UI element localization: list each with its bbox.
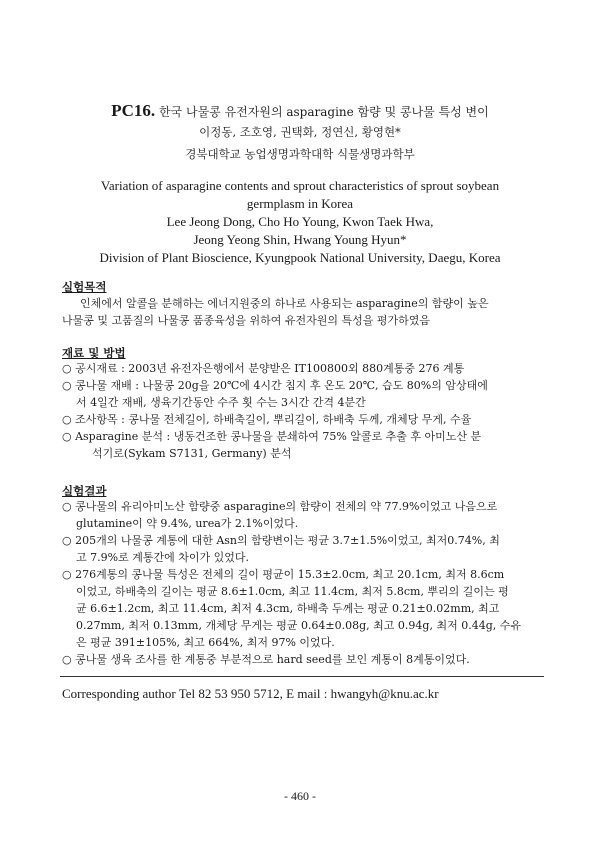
methods-item: 서 4일간 재배, 생육기간동안 수주 횟 수는 3시간 간격 4분간 (76, 396, 366, 409)
title-english-line2: germplasm in Korea (246, 196, 354, 211)
title-korean: 한국 나물콩 유전자원의 asparagine 함량 및 콩나물 특성 변이 (159, 105, 489, 119)
results-heading: 실험결과 (62, 484, 107, 498)
authors-english-line2: Jeong Yeong Shin, Hwang Young Hyun* (193, 232, 407, 247)
affiliation-korean: 경북대학교 농업생명과학대학 식물생명과학부 (185, 147, 415, 161)
methods-heading: 재료 및 방법 (62, 346, 126, 360)
methods-item: ○ 공시재료 : 2003년 유전자은행에서 분양받은 IT100800외 880계통중 276 계통 (62, 362, 465, 375)
results-item: ○ 콩나물의 유리아미노산 함량중 asparagine의 함량이 전체의 약 77.9%이었고 나음으로 (62, 500, 498, 513)
methods-item: ○ Asparagine 분석 : 냉동건조한 콩나물을 분쇄하여 75% 알콜로 추출 후 아미노산 분 (62, 430, 482, 443)
abstract-code: PC16. (111, 101, 156, 120)
results-item: 균 6.6±1.2cm, 최고 11.4cm, 최저 4.3cm, 하배축 두께는 평균 0.21±0.02mm, 최고 (76, 602, 500, 615)
methods-item: 석기로(Sykam S7131, Germany) 분석 (92, 447, 292, 460)
authors-korean: 이정동, 조호영, 권택화, 정연신, 황영현* (199, 125, 401, 139)
results-item: 고 7.9%로 계통간에 차이가 있었다. (76, 551, 249, 564)
methods-item: ○ 조사항목 : 콩나물 전체길이, 하배축길이, 뿌리길이, 하배축 두께, 개체당 무게, 수율 (62, 413, 472, 426)
affiliation-english: Division of Plant Bioscience, Kyungpook National University, Daegu, Korea (99, 250, 501, 265)
abstract-title (0, 101, 600, 121)
methods-item: ○ 콩나물 재배 : 나물콩 20g을 20℃에 4시간 침지 후 온도 20℃, 습도 80%의 암상태에 (62, 379, 488, 392)
results-item: 이었고, 하배축의 길이는 평균 8.6±1.0cm, 최고 11.4cm, 최저 5.8cm, 뿌리의 길이는 평 (76, 585, 509, 598)
authors-english-line1: Lee Jeong Dong, Cho Ho Young, Kwon Taek Hwa, (166, 214, 434, 229)
results-item: ○ 205개의 나물콩 계통에 대한 Asn의 함량변이는 평균 3.7±1.5%이었고, 최저0.74%, 최 (62, 534, 500, 547)
corresponding-author: Corresponding author Tel 82 53 950 5712, E mail : hwangyh@knu.ac.kr (62, 686, 439, 701)
results-item: 0.27mm, 최저 0.13mm, 개체당 무게는 평균 0.64±0.08g, 최고 0.94g, 최저 0.44g, 수유 (76, 619, 521, 632)
objective-line: 인체에서 알콜을 분해하는 에너지원중의 하나로 사용되는 asparagine의 함량이 높은 (80, 297, 489, 310)
objective-line: 나물콩 및 고품질의 나물콩 품종육성을 위하여 유전자원의 특성을 평가하였음 (62, 314, 431, 327)
page-number: - 460 - (284, 789, 316, 803)
results-item: ○ 콩나물 생육 조사를 한 계통중 부분적으로 hard seed를 보인 계통이 8계통이었다. (62, 653, 470, 666)
title-english-line1: Variation of asparagine contents and sprout characteristics of sprout soybean (100, 178, 500, 193)
footer-divider (60, 676, 544, 677)
results-item: glutamine이 약 9.4%, urea가 2.1%이었다. (76, 517, 299, 530)
results-item: ○ 276계통의 콩나물 특성은 전체의 길이 평균이 15.3±2.0cm, 최고 20.1cm, 최저 8.6cm (62, 568, 505, 581)
objective-heading: 실험목적 (62, 280, 107, 294)
results-item: 은 평균 391±105%, 최고 664%, 최저 97% 이었다. (76, 636, 335, 649)
